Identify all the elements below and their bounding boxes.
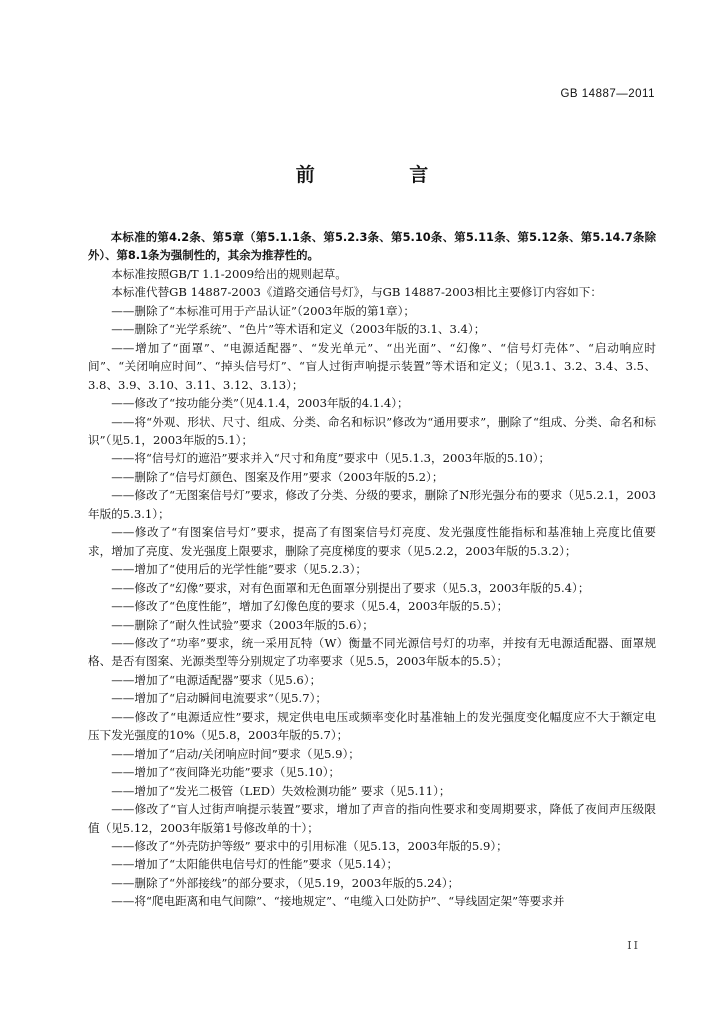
body-paragraph: ——修改了“外壳防护等级” 要求中的引用标准（见5.13，2003年版的5.9）； — [111, 838, 508, 853]
mandatory-clause-paragraph: 本标准的第4.2条、第5章（第5.1.1条、第5.2.3条、第5.10条、第5.11条、第5.12条、第5.14.7条除外）、第8.1条为强制性的，其余为推荐性的。 — [88, 230, 656, 263]
body-paragraph: ——将“外观、形状、尺寸、组成、分类、命名和标识”修改为“通用要求”，删除了“组成、分类、命名和标识”（见5.1，2003年版的5.1）； — [88, 414, 656, 447]
standard-code: GB 14887—2011 — [560, 88, 655, 100]
body-paragraph: ——增加了“发光二极管（LED）失效检测功能” 要求（见5.11）； — [111, 783, 451, 798]
body-paragraph: ——将“信号灯的遮沿”要求并入“尺寸和角度”要求中（见5.1.3，2003年版的5.10）； — [111, 451, 551, 466]
body-paragraph: ——增加了“夜间降光功能”要求（见5.10）； — [111, 765, 341, 780]
body-paragraph: ——增加了“太阳能供电信号灯的性能”要求（见5.14）； — [111, 857, 399, 872]
body-paragraph: ——删除了“外部接线”的部分要求，（见5.19，2003年版的5.24）； — [111, 875, 460, 890]
body-paragraph: ——删除了“耐久性试验”要求（2003年版的5.6）； — [111, 617, 374, 632]
body-paragraph: ——修改了“功率”要求，统一采用瓦特（W）衡量不同光源信号灯的功率，并按有无电源适配器、面罩规格、是否有图案、光源类型等分别规定了功率要求（见5.5，2003年版本的5.5）； — [88, 635, 656, 669]
body-paragraph: ——修改了“无图案信号灯”要求，修改了分类、分级的要求，删除了N形光强分布的要求（见5.2.1，2003年版的5.3.1）； — [88, 488, 656, 521]
body-paragraph: 本标准按照GB/T 1.1-2009给出的规则起草。 — [111, 266, 347, 281]
document-body — [88, 228, 656, 911]
page-number: II — [627, 939, 640, 952]
body-paragraph: ——删除了“信号灯颜色、图案及作用”要求（2003年版的5.2）； — [111, 469, 444, 484]
body-paragraph: ——删除了“光学系统”、“色片”等术语和定义（2003年版的3.1、3.4）； — [111, 322, 486, 337]
body-paragraph: ——增加了“电源适配器”要求（见5.6）； — [111, 672, 322, 687]
body-paragraph: ——修改了“有图案信号灯”要求，提高了有图案信号灯亮度、发光强度性能指标和基准轴上亮度比值要求，增加了亮度、发光强度上限要求，删除了亮度梯度的要求（见5.2.2，2003年版的5.3.2）； — [88, 525, 656, 558]
body-paragraph: ——修改了“电源适应性”要求，规定供电电压或频率变化时基准轴上的发光强度变化幅度应不大于额定电压下发光强度的10%（见5.8，2003年版的5.7）； — [88, 709, 656, 743]
body-paragraph: ——增加了“使用后的光学性能”要求（见5.2.3）； — [111, 562, 368, 577]
body-paragraph: ——修改了“色度性能”，增加了幻像色度的要求（见5.4，2003年版的5.5）； — [111, 599, 509, 614]
body-paragraph: ——修改了“按功能分类”（见4.1.4，2003年版的4.1.4）； — [111, 396, 409, 411]
body-paragraph: 本标准代替GB 14887-2003《道路交通信号灯》，与GB 14887-2003相比主要修订内容如下： — [111, 285, 602, 300]
page-title: 前 言 — [295, 164, 473, 186]
body-paragraph: ——增加了“面罩”、“电源适配器”、“发光单元”、“出光面”、“幻像”、“信号灯壳体”、“启动响应时间”、“关闭响应时间”、“掉头信号灯”、“盲人过街声响提示装置”等术语和定义；（见3.1、3.2、3.4、3.5、3.8、3.9、3.10、3.11、3.12、3.13）； — [88, 340, 656, 392]
body-paragraph: ——修改了“盲人过街声响提示装置”要求，增加了声音的指向性要求和变周期要求，降低了夜间声压级限值（见5.12，2003年版第1号修改单的十）； — [88, 802, 656, 835]
body-paragraph: ——修改了“幻像”要求，对有色面罩和无色面罩分别提出了要求（见5.3，2003年版的5.4）； — [111, 580, 590, 595]
body-paragraph: ——增加了“启动/关闭响应时间”要求（见5.9）； — [111, 746, 360, 761]
body-paragraph: ——删除了“本标准可用于产品认证”（2003年版的第1章）； — [111, 303, 415, 318]
body-paragraph: ——增加了“启动瞬间电流要求”（见5.7）； — [111, 691, 327, 706]
body-paragraph: ——将“爬电距离和电气间隙”、“接地规定”、“电缆入口处防护”、“导线固定架”等要求并 — [111, 894, 565, 909]
